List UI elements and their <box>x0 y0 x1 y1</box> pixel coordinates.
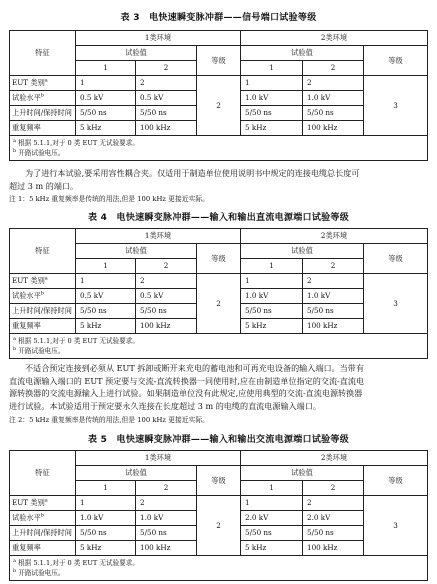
cell: 1.0 kV <box>136 511 197 526</box>
table-5-caption: 表 5 电快速瞬变脉冲群——输入和输出交流电源端口试验等级 <box>87 435 350 445</box>
header-level-env1: 等级 <box>197 466 241 496</box>
header-env2: 2类环境 <box>241 451 428 466</box>
header-test-value-env1: 试验值 <box>76 244 197 259</box>
cell: 1 <box>76 76 136 91</box>
cell: 5/50 ns <box>241 526 303 541</box>
level-env1-cell: 2 <box>197 76 241 136</box>
cell: 5/50 ns <box>303 526 364 541</box>
footnote: $^b$ 开路试验电压。 <box>13 345 65 355</box>
table-notes-row <box>10 556 428 581</box>
cell: 2 <box>303 274 364 289</box>
cell: 1.0 kV <box>76 511 136 526</box>
header-env1: 1类环境 <box>76 451 241 466</box>
cell: 5 kHz <box>241 541 303 556</box>
header-test-value-env1: 试验值 <box>76 46 197 61</box>
paragraph-line: 为了进行本试验,要采用容性耦合夹。仅适用于制造单位使用说明书中规定的连接电缆总长度可 <box>25 168 360 178</box>
level-env1-cell: 2 <box>197 496 241 556</box>
row-label: 上升时间/保持时间 <box>10 106 76 121</box>
table-notes <box>10 136 428 161</box>
note-1: 注 1：5 kHz 重复频率是传统的用法,但是 100 kHz 更接近实际。 <box>9 195 209 203</box>
row-label: 上升时间/保持时间 <box>10 526 76 541</box>
paragraph-line: 不适合预定连接到必须从 EUT 拆卸或断开来充电的蓄电池和可再充电设备的输入端口。当带有 <box>25 363 364 373</box>
header-col: 2 <box>303 481 364 496</box>
row-label: 试验水平$^b$ <box>10 289 76 304</box>
cell: 0.5 kV <box>76 91 136 106</box>
header-col: 1 <box>241 259 303 274</box>
header-col: 1 <box>241 481 303 496</box>
cell: 2.0 kV <box>241 511 303 526</box>
paragraph-line: 进行试验。本试验适用于预定要永久连接在长度超过 3 m 的电缆的直流电源输入端口。 <box>9 400 321 411</box>
cell: 1.0 kV <box>303 91 364 106</box>
row-label: 重复频率 <box>10 319 76 334</box>
header-env2: 2类环境 <box>241 31 428 46</box>
header-test-value-env1: 试验值 <box>76 466 197 481</box>
cell: 1 <box>241 496 303 511</box>
paragraph-line: 超过 3 m 的端口。 <box>9 180 79 191</box>
cell: 100 kHz <box>136 121 197 136</box>
level-env2-cell: 3 <box>364 76 428 136</box>
row-label: 重复频率 <box>10 541 76 556</box>
cell: 2 <box>136 274 197 289</box>
cell: 5 kHz <box>76 319 136 334</box>
header-col: 1 <box>76 481 136 496</box>
cell: 2 <box>136 496 197 511</box>
header-col: 2 <box>303 259 364 274</box>
cell: 100 kHz <box>136 541 197 556</box>
cell: 5/50 ns <box>76 526 136 541</box>
header-env1: 1类环境 <box>76 229 241 244</box>
row-label: 试验水平$^b$ <box>10 511 76 526</box>
row-label: 上升时间/保持时间 <box>10 304 76 319</box>
table-row <box>10 76 428 91</box>
header-level-env1: 等级 <box>197 244 241 274</box>
table-notes-row <box>10 334 428 359</box>
row-label: EUT 类别$^a$ <box>10 76 76 91</box>
table-4 <box>9 228 428 359</box>
header-test-value-env2: 试验值 <box>241 466 364 481</box>
cell: 100 kHz <box>303 541 364 556</box>
row-label: EUT 类别$^a$ <box>10 274 76 289</box>
header-level-env2: 等级 <box>364 244 428 274</box>
header-col: 2 <box>136 259 197 274</box>
cell: 5/50 ns <box>303 304 364 319</box>
table-4-caption: 表 4 电快速瞬变脉冲群——输入和输出直流电源端口试验等级 <box>87 213 350 223</box>
header-level-env2: 等级 <box>364 466 428 496</box>
level-env2-cell: 3 <box>364 496 428 556</box>
cell: 5 kHz <box>241 319 303 334</box>
table-header-row <box>10 31 428 46</box>
cell: 5/50 ns <box>136 526 197 541</box>
header-level-env1: 等级 <box>197 46 241 76</box>
footnote: $^b$ 开路试验电压。 <box>13 147 65 157</box>
header-feature: 特征 <box>10 451 76 496</box>
header-test-value-env2: 试验值 <box>241 46 364 61</box>
cell: 5/50 ns <box>136 106 197 121</box>
level-env2-cell: 3 <box>364 274 428 334</box>
header-col: 1 <box>241 61 303 76</box>
table-notes-row <box>10 136 428 161</box>
cell: 0.5 kV <box>136 289 197 304</box>
cell: 1.0 kV <box>303 289 364 304</box>
cell: 5/50 ns <box>241 106 303 121</box>
cell: 1 <box>241 274 303 289</box>
cell: 100 kHz <box>303 121 364 136</box>
header-col: 2 <box>303 61 364 76</box>
cell: 5/50 ns <box>76 304 136 319</box>
table-row <box>10 274 428 289</box>
row-label: 重复频率 <box>10 121 76 136</box>
table-header-row <box>10 451 428 466</box>
header-level-env2: 等级 <box>364 46 428 76</box>
cell: 5 kHz <box>76 541 136 556</box>
table-notes <box>10 334 428 359</box>
header-env2: 2类环境 <box>241 229 428 244</box>
cell: 1 <box>241 76 303 91</box>
header-env1: 1类环境 <box>76 31 241 46</box>
cell: 0.5 kV <box>136 91 197 106</box>
table-3-caption: 表 3 电快速瞬变脉冲群——信号端口试验等级 <box>120 13 317 23</box>
cell: 1 <box>76 496 136 511</box>
header-col: 1 <box>76 61 136 76</box>
footnote: $^b$ 开路试验电压。 <box>13 567 65 577</box>
cell: 100 kHz <box>303 319 364 334</box>
cell: 0.5 kV <box>76 289 136 304</box>
paragraph-line: 源转换器的交流电源输入上进行试验。如果制造单位没有此规定,应使用典型的交流-直流电源转换器 <box>9 388 363 399</box>
header-col: 2 <box>136 61 197 76</box>
cell: 1.0 kV <box>241 91 303 106</box>
row-label: 试验水平$^b$ <box>10 91 76 106</box>
row-label: EUT 类别$^a$ <box>10 496 76 511</box>
table-3 <box>9 30 428 161</box>
footnote: $^a$ 根据 5.1.1,对于 0 类 EUT 无试验要求。 <box>13 137 139 147</box>
cell: 5/50 ns <box>76 106 136 121</box>
header-col: 2 <box>136 481 197 496</box>
paragraph-1 <box>9 167 429 192</box>
level-env1-cell: 2 <box>197 274 241 334</box>
cell: 5 kHz <box>76 121 136 136</box>
header-feature: 特征 <box>10 31 76 76</box>
footnote: $^a$ 根据 5.1.1,对于 0 类 EUT 无试验要求。 <box>13 335 139 345</box>
paragraph-line: 直流电源输入端口的 EUT 预定要与交流-直流转换器一同使用时,应在由制造单位指定的交流-直流电 <box>9 375 365 386</box>
header-feature: 特征 <box>10 229 76 274</box>
cell: 2 <box>303 76 364 91</box>
cell: 5/50 ns <box>303 106 364 121</box>
cell: 5/50 ns <box>136 304 197 319</box>
table-5 <box>9 450 428 581</box>
header-col: 1 <box>76 259 136 274</box>
cell: 5/50 ns <box>241 304 303 319</box>
table-notes <box>10 556 428 581</box>
cell: 1 <box>76 274 136 289</box>
cell: 1.0 kV <box>241 289 303 304</box>
cell: 100 kHz <box>136 319 197 334</box>
table-row <box>10 496 428 511</box>
paragraph-2 <box>9 362 429 412</box>
cell: 5 kHz <box>241 121 303 136</box>
note-2: 注 2：5 kHz 重复频率是传统的用法,但是 100 kHz 更接近实际。 <box>9 416 209 424</box>
cell: 2 <box>136 76 197 91</box>
cell: 2 <box>303 496 364 511</box>
header-test-value-env2: 试验值 <box>241 244 364 259</box>
table-header-row <box>10 229 428 244</box>
footnote: $^a$ 根据 5.1.1,对于 0 类 EUT 无试验要求。 <box>13 557 139 567</box>
cell: 2.0 kV <box>303 511 364 526</box>
